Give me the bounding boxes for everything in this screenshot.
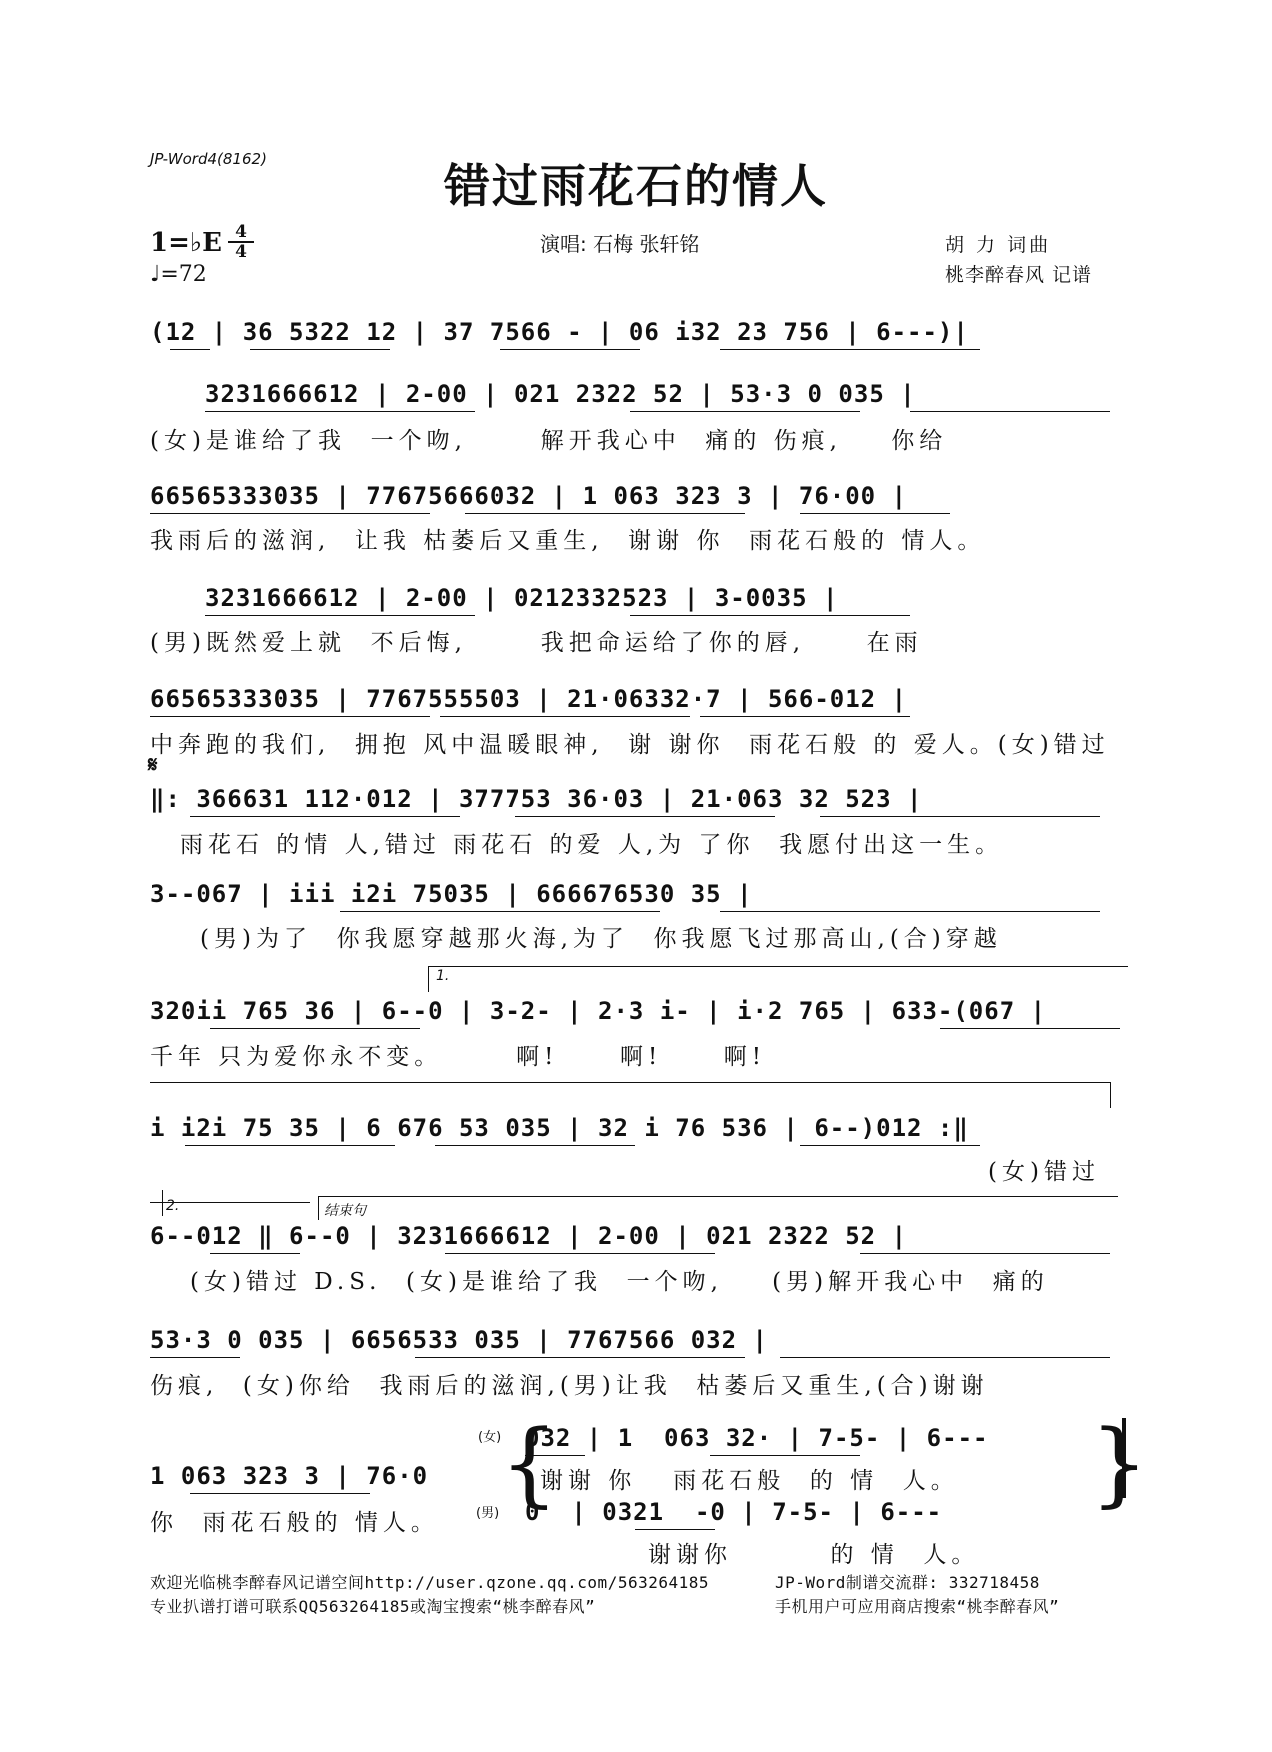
lyrics-row-10: (女)错过 D.S. (女)是谁给了我 一个吻, (男)解开我心中 痛的: [190, 1269, 1049, 1295]
notation-row-3: 66565333035 | 77675666032 | 1 063 323 3 | 76·00 |: [150, 482, 908, 510]
beam: [910, 411, 1110, 412]
lyrics-row-11: 伤痕, (女)你给 我雨后的滋润,(男)让我 枯萎后又重生,(合)谢谢: [150, 1373, 989, 1399]
time-signature-top: 4: [235, 222, 247, 242]
beam: [720, 349, 980, 350]
beam: [435, 1145, 635, 1146]
notation-row-2: 3231666612 | 2-00 | 021 2322 52 | 53·3 0 035 |: [205, 380, 916, 408]
time-signature: [228, 224, 254, 260]
notation-row-9: i i2i 75 35 | 6 676 53 035 | 32 i 76 536 | 6--)012 :‖: [150, 1114, 969, 1142]
male-voice-tag: (男): [476, 1506, 500, 1521]
beam: [150, 513, 430, 514]
beam: [445, 1253, 715, 1254]
beam: [150, 1357, 240, 1358]
beam: [150, 716, 430, 717]
footer-group: JP-Word制谱交流群: 332718458: [775, 1573, 1040, 1592]
beam: [250, 349, 390, 350]
lyrics-row-3: 我雨后的滋润, 让我 枯萎后又重生, 谢谢 你 雨花石般的 情人。: [150, 528, 986, 554]
beam: [500, 349, 640, 350]
beam: [415, 1357, 745, 1358]
transcriber-credit: 桃李醉春风 记谱: [945, 264, 1093, 286]
beam: [185, 1145, 395, 1146]
footer-welcome: 欢迎光临桃李醉春风记谱空间http://user.qzone.qq.com/563264185: [150, 1573, 710, 1592]
beam: [465, 513, 745, 514]
notation-female-voice: 032 | 1 063 32· | 7-5- | 6---: [525, 1424, 989, 1452]
beam: [700, 716, 910, 717]
beam: [170, 349, 210, 350]
lyrics-row-7: (男)为了 你我愿穿越那火海,为了 你我愿飞过那高山,(合)穿越: [200, 926, 1002, 952]
segno-sign: 𝄋: [148, 752, 158, 778]
key-signature: 1=♭E: [150, 228, 222, 258]
beam: [635, 1529, 715, 1530]
footer-contact: 专业扒谱打谱可联系QQ563264185或淘宝搜索“桃李醉春风”: [150, 1597, 596, 1616]
voice-brace-right: }: [1090, 1410, 1149, 1517]
beam: [210, 1028, 420, 1029]
notation-row-1: (12 | 36 5322 12 | 37 7566 - | 06 i32 23 756 | 6---)|: [150, 318, 969, 346]
coda-bracket: [318, 1196, 1118, 1197]
coda-label: 结束句: [324, 1203, 366, 1219]
lyrics-row-12: 你 雨花石般的 情人。: [150, 1510, 439, 1536]
lyrics-male-voice: 谢谢你 的 情 人。: [648, 1542, 980, 1568]
beam: [205, 411, 475, 412]
beam: [940, 1028, 1120, 1029]
lyrics-row-4: (男)既然爱上就 不后悔, 我把命运给了你的唇, 在雨: [150, 630, 923, 656]
volta-2-label: 2.: [166, 1198, 180, 1214]
beam: [515, 816, 775, 817]
notation-male-voice: 0 | 0321 -0 | 7-5- | 6---: [525, 1498, 943, 1526]
lyrics-row-8: 千年 只为爱你永不变。 啊! 啊! 啊!: [150, 1044, 767, 1070]
beam: [205, 615, 475, 616]
beam: [800, 1145, 980, 1146]
volta-bracket-1-edge: [428, 966, 429, 992]
lyrics-row-6: 雨花石 的情 人,错过 雨花石 的爱 人,为 了你 我愿付出这一生。: [180, 832, 1004, 858]
lyrics-row-5: 中奔跑的我们, 拥抱 风中温暖眼神, 谢 谢你 雨花石般 的 爱人。(女)错过: [150, 732, 1110, 758]
beam: [800, 513, 950, 514]
notation-row-5: 66565333035 | 7767555503 | 21·06332·7 | 566-012 |: [150, 685, 908, 713]
notation-row-6: ‖: 366631 112·012 | 377753 36·03 | 21·063 32 523 |: [150, 785, 923, 813]
lyrics-row-9: (女)错过: [988, 1159, 1100, 1185]
page-title: 错过雨花石的情人: [444, 159, 828, 213]
beam: [210, 1253, 300, 1254]
voice-brace-left: {: [500, 1410, 559, 1517]
notation-row-7: 3--067 | iii i2i 75035 | 666676530 35 |: [150, 880, 753, 908]
beam: [710, 1455, 860, 1456]
volta-bracket-1: [428, 966, 1128, 967]
composer-credit: 胡 力 词曲: [945, 234, 1052, 256]
final-barline: [1122, 1418, 1126, 1498]
notation-row-12: 1 063 323 3 | 76·0: [150, 1462, 429, 1490]
coda-bracket-edge: [318, 1196, 319, 1220]
beam: [630, 411, 860, 412]
tempo-marking: ♩=72: [150, 262, 207, 287]
volta-1-label: 1.: [436, 968, 450, 984]
time-signature-bottom: 4: [235, 242, 247, 262]
notation-row-11: 53·3 0 035 | 6656533 035 | 7767566 032 |: [150, 1326, 768, 1354]
notation-row-4: 3231666612 | 2-00 | 0212332523 | 3-0035 |: [205, 584, 839, 612]
beam: [820, 816, 1100, 817]
beam: [525, 1455, 585, 1456]
female-voice-tag: (女): [478, 1430, 502, 1445]
beam: [720, 911, 1100, 912]
volta-bracket-2-edge: [162, 1190, 163, 1216]
lyrics-row-2: (女)是谁给了我 一个吻, 解开我心中 痛的 伤痕, 你给: [150, 428, 948, 454]
notation-row-10: 6--012 ‖ 6--0 | 3231666612 | 2-00 | 021 2322 52 |: [150, 1222, 908, 1250]
footer-mobile: 手机用户可应用商店搜索“桃李醉春风”: [775, 1597, 1060, 1616]
notation-row-8: 320ii 765 36 | 6--0 | 3-2- | 2·3 i- | i·2 765 | 633-(067 |: [150, 997, 1047, 1025]
beam: [190, 816, 460, 817]
beam: [630, 615, 910, 616]
beam: [860, 1253, 1110, 1254]
beam: [440, 716, 690, 717]
performer-credit: 演唱: 石梅 张轩铭: [540, 232, 700, 256]
beam: [340, 911, 660, 912]
beam: [190, 1493, 370, 1494]
lyrics-female-voice: 谢谢 你 雨花石般 的 情 人。: [540, 1468, 959, 1494]
volta-continuation: [150, 1082, 1110, 1083]
beam: [780, 1357, 1110, 1358]
software-label: JP-Word4(8162): [150, 150, 267, 168]
volta-continuation-edge: [1110, 1082, 1111, 1108]
